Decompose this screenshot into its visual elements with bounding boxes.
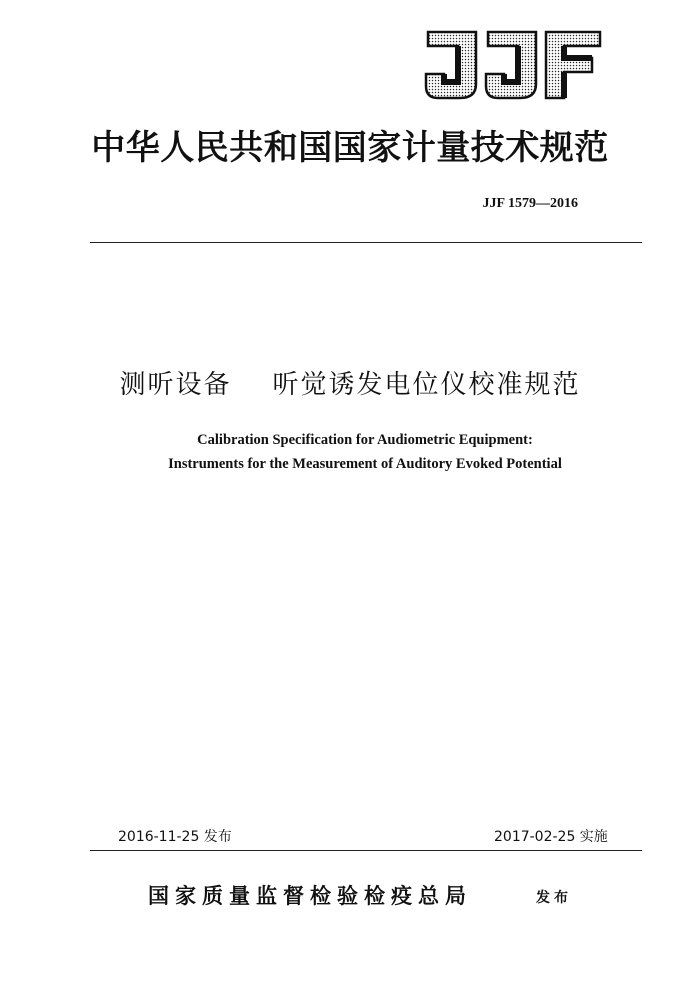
org-title: 中华人民共和国国家计量技术规范 <box>91 128 609 168</box>
english-title-line2: Instruments for the Measurement of Auditory Evoked Potential <box>168 456 562 472</box>
jjf-logo <box>422 28 604 102</box>
publisher: 国家质量监督检验检疫总局 <box>148 883 472 908</box>
top-divider <box>90 242 642 243</box>
implementation-date: 2017-02-25 实施 <box>494 829 608 845</box>
bottom-divider <box>90 850 642 851</box>
document-number: JJF 1579—2016 <box>482 196 578 211</box>
publish-label: 发布 <box>536 890 572 906</box>
chinese-title: 测听设备 听觉诱发电位仪校准规范 <box>119 370 581 400</box>
issue-date: 2016-11-25 发布 <box>118 829 232 845</box>
english-title-line1: Calibration Specification for Audiometric Equipment: <box>197 432 533 448</box>
